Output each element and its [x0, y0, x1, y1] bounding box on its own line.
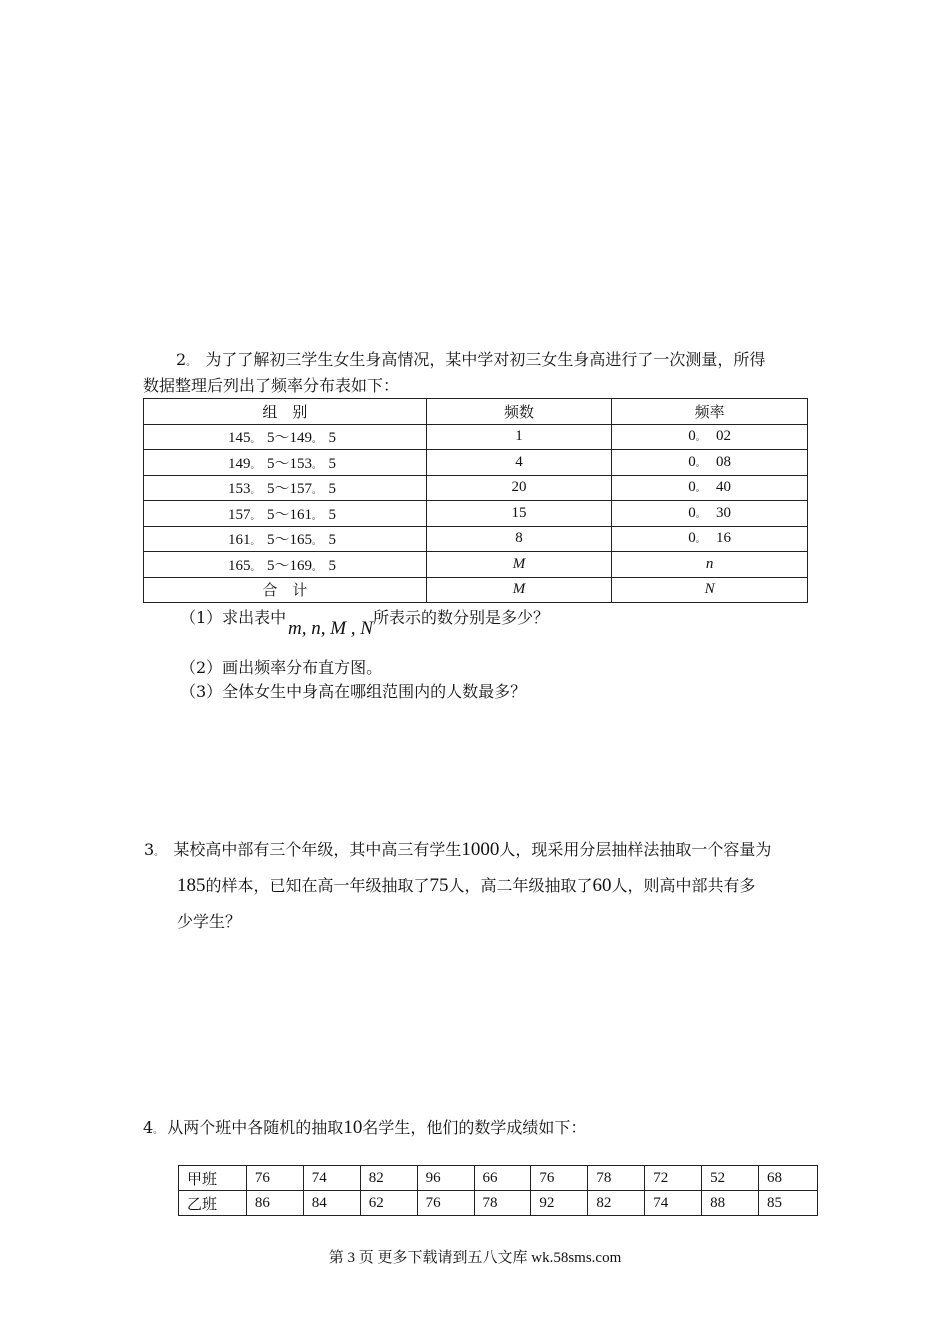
- q3-line3: 少学生？: [177, 912, 242, 931]
- score-cell: 74: [645, 1191, 702, 1216]
- score-cell: 76: [531, 1166, 588, 1191]
- q3-line2: 185的样本，已知在高一年级抽取了75人，高二年级抽取了60人，则高中部共有多: [177, 875, 756, 896]
- group-cell: 145。 5～149。 5: [144, 424, 427, 450]
- score-cell: 66: [474, 1166, 531, 1191]
- table-row: [144, 552, 808, 578]
- score-cell: 78: [588, 1166, 645, 1191]
- freq-cell: n: [612, 552, 808, 578]
- score-cell: 96: [417, 1166, 474, 1191]
- q4-intro: 4。 从两个班中各随机的抽取10名学生，他们的数学成绩如下：: [143, 1117, 587, 1138]
- score-cell: 82: [588, 1191, 645, 1216]
- score-cell: 82: [360, 1166, 417, 1191]
- score-cell: 88: [702, 1191, 759, 1216]
- header-group: 组 别: [144, 399, 427, 425]
- table-row-class-b: [179, 1191, 818, 1216]
- q3-line1: 3。 某校高中部有三个年级，其中高三有学生1000人，现采用分层抽样法抽取一个容量为: [144, 839, 772, 860]
- q2-intro-text: 为了了解初三学生女生身高情况，某中学对初三女生身高进行了一次测量，所得: [205, 350, 766, 369]
- q2-sub1-math: m, n, M , N: [288, 618, 373, 639]
- score-cell: 68: [759, 1166, 818, 1191]
- freq-cell: 0。 02: [612, 424, 808, 450]
- q2-number: 2: [176, 350, 187, 369]
- q4-number: 4: [143, 1118, 154, 1137]
- freq-cell: 0。 08: [612, 450, 808, 476]
- table-header-row: [144, 399, 808, 425]
- score-cell: 52: [702, 1166, 759, 1191]
- row-label: 甲班: [179, 1166, 247, 1191]
- table-row: [144, 526, 808, 552]
- q3-number: 3: [144, 840, 155, 859]
- freq-cell: 0。 16: [612, 526, 808, 552]
- score-cell: 86: [246, 1191, 303, 1216]
- count-cell: 1: [426, 424, 612, 450]
- header-frequency: 频率: [612, 399, 808, 425]
- group-cell: 153。 5～157。 5: [144, 475, 427, 501]
- q2-sub1-suffix: 所表示的数分别是多少？: [373, 608, 550, 627]
- scores-table: [178, 1165, 818, 1216]
- table-row: [144, 475, 808, 501]
- frequency-table: [143, 398, 808, 603]
- score-cell: 72: [645, 1166, 702, 1191]
- total-label: 合 计: [144, 577, 427, 603]
- total-count: M: [426, 577, 612, 603]
- score-cell: 78: [474, 1191, 531, 1216]
- q2-sub2: （2）画出频率分布直方图。: [180, 658, 383, 677]
- table-row-class-a: [179, 1166, 818, 1191]
- row-label: 乙班: [179, 1191, 247, 1216]
- score-cell: 76: [246, 1166, 303, 1191]
- score-cell: 85: [759, 1191, 818, 1216]
- score-cell: 62: [360, 1191, 417, 1216]
- group-cell: 157。 5～161。 5: [144, 501, 427, 527]
- q2-sub1-prefix: （1）求出表中: [180, 608, 287, 627]
- q2-sub3: （3）全体女生中身高在哪组范围内的人数最多？: [180, 682, 527, 701]
- group-cell: 149。 5～153。 5: [144, 450, 427, 476]
- count-cell: 15: [426, 501, 612, 527]
- freq-cell: 0。 40: [612, 475, 808, 501]
- score-cell: 74: [303, 1166, 360, 1191]
- group-cell: 165。 5～169。 5: [144, 552, 427, 578]
- page-footer: 第 3 页 更多下载请到五八文库 wk.58sms.com: [328, 1250, 622, 1266]
- score-cell: 84: [303, 1191, 360, 1216]
- count-cell: 4: [426, 450, 612, 476]
- table-row: [144, 450, 808, 476]
- score-cell: 76: [417, 1191, 474, 1216]
- table-total-row: [144, 577, 808, 603]
- total-freq: N: [612, 577, 808, 603]
- freq-cell: 0。 30: [612, 501, 808, 527]
- score-cell: 92: [531, 1191, 588, 1216]
- table-row: [144, 424, 808, 450]
- group-cell: 161。 5～165。 5: [144, 526, 427, 552]
- header-count: 频数: [426, 399, 612, 425]
- q2-intro-line1: 2。 为了了解初三学生女生身高情况，某中学对初三女生身高进行了一次测量，所得: [176, 350, 766, 369]
- count-cell: M: [426, 552, 612, 578]
- count-cell: 20: [426, 475, 612, 501]
- count-cell: 8: [426, 526, 612, 552]
- table-row: [144, 501, 808, 527]
- q2-intro-line2: 数据整理后列出了频率分布表如下：: [143, 376, 400, 395]
